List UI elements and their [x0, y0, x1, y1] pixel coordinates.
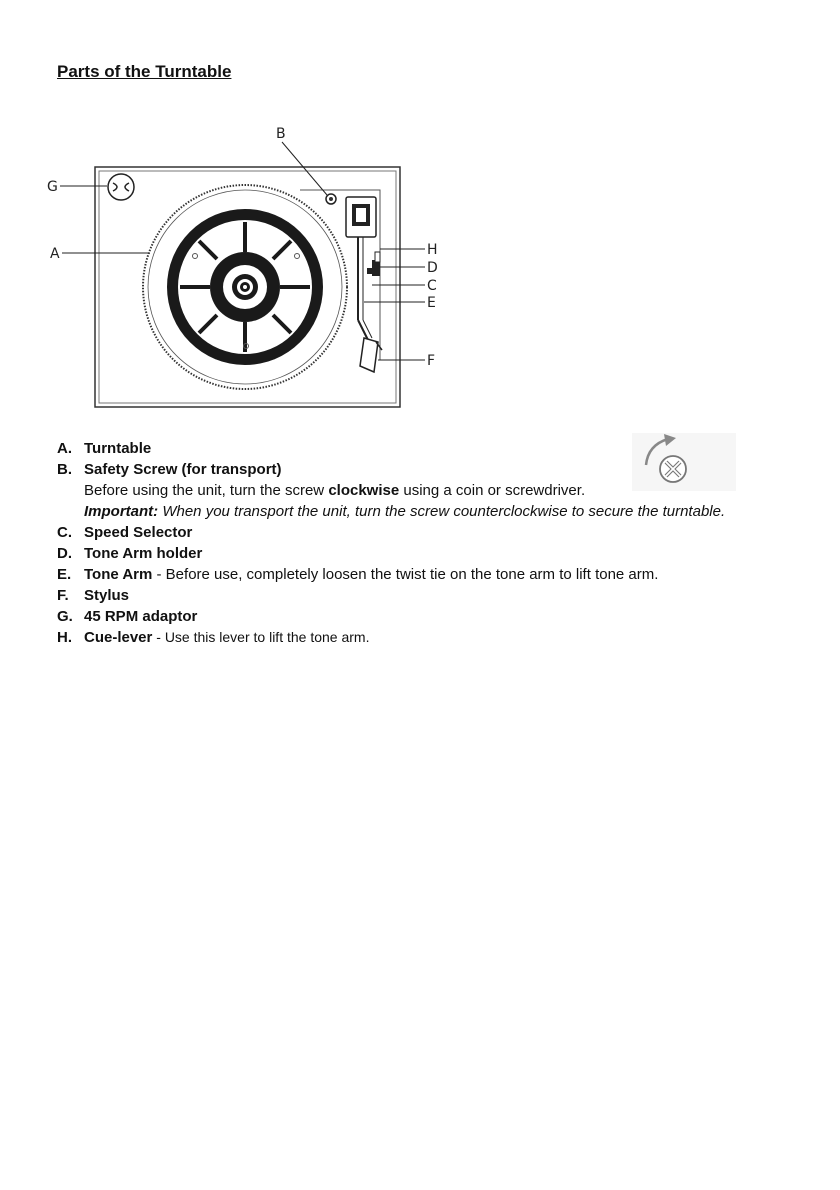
label-a: A	[50, 246, 60, 262]
list-item: F. Stylus	[57, 587, 130, 604]
list-item: C. Speed Selector	[57, 524, 193, 541]
speed-selector	[367, 268, 372, 274]
list-item: D. Tone Arm holder	[57, 545, 203, 562]
important-note: Important: When you transport the unit, turn the screw counterclockwise to secure the turntable.	[84, 503, 726, 520]
label-f: F	[427, 353, 436, 369]
list-item: E. Tone Arm - Before use, completely loosen the twist tie on the tone arm to lift tone arm.	[57, 566, 659, 583]
platter	[143, 185, 347, 389]
label-d: D	[427, 260, 438, 276]
list-item: H. Cue-lever - Use this lever to lift the tone arm.	[57, 629, 370, 646]
turntable-diagram	[0, 0, 840, 430]
label-g: G	[47, 179, 58, 195]
list-item: A. Turntable	[57, 440, 152, 457]
adaptor-45-rpm	[108, 174, 134, 200]
tone-arm-pivot	[346, 197, 376, 237]
safety-screw-note: Before using the unit, turn the screw clockwise using a coin or screwdriver.	[84, 482, 586, 499]
label-h: H	[427, 242, 438, 258]
label-e: E	[427, 295, 436, 311]
label-b: B	[276, 126, 286, 142]
safety-screw	[326, 194, 336, 204]
list-item: G. 45 RPM adaptor	[57, 608, 198, 625]
stylus-headshell	[360, 338, 382, 372]
page-title: Parts of the Turntable	[57, 62, 232, 81]
parts-list	[57, 438, 797, 648]
cue-lever	[375, 252, 380, 262]
list-item: B. Safety Screw (for transport) Before using the unit, turn the screw clockwise using a coin or screwdriver. Important: When you transport the unit, turn the screw counterclockwise to secure the turntable.	[57, 459, 797, 522]
label-c: C	[427, 278, 437, 294]
tone-arm	[358, 237, 372, 340]
